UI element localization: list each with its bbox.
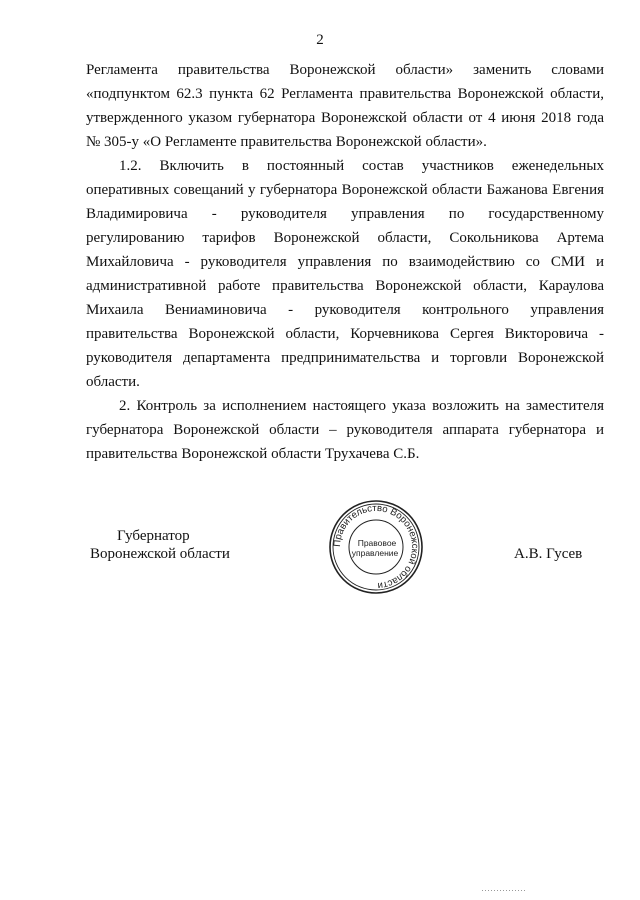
- stamp-center-line1: Правовое: [357, 538, 397, 548]
- footer-dotted-mark: [482, 889, 526, 892]
- signatory-title-region: Воронежской области: [90, 546, 230, 562]
- document-body: [86, 58, 604, 466]
- legal-department-stamp: [326, 497, 426, 597]
- stamp-center-line2: управление: [351, 548, 399, 558]
- paragraph-continuation: Регламента правительства Воронежской области» заменить словами «подпунктом 62.3 пункта 62 Регламента правительства Воронежской области, утвержденного указом губернатора Воронежской области от 4 июня 2018 года № 305-у «О Регламенте правительства Воронежской области».: [86, 62, 604, 150]
- paragraph-2: 2. Контроль за исполнением настоящего указа возложить на заместителя губернатора Воронежской области – руководителя аппарата губернатора и правительства Воронежской области Трухачева С.Б.: [86, 398, 604, 462]
- paragraph-1-2: 1.2. Включить в постоянный состав участников еженедельных оперативных совещаний у губернатора Воронежской области Бажанова Евгения Владимировича - руководителя управления по государственному регулированию тарифов Воронежской области, Сокольникова Артема Михайловича - руководителя управления по взаимодействию со СМИ и административной работе правительства Воронежской области, Караулова Михаила Вениаминовича - руководителя контрольного управления правительства Воронежской области, Корчевникова Сергея Викторовича - руководителя департамента предпринимательства и торговли Воронежской области.: [86, 158, 604, 390]
- page-number: 2: [316, 32, 324, 48]
- signatory-title: Губернатор: [117, 528, 190, 544]
- signatory-name: А.В. Гусев: [514, 546, 583, 562]
- stamp-ring-textpath: Правительство Воронежской области: [331, 502, 421, 592]
